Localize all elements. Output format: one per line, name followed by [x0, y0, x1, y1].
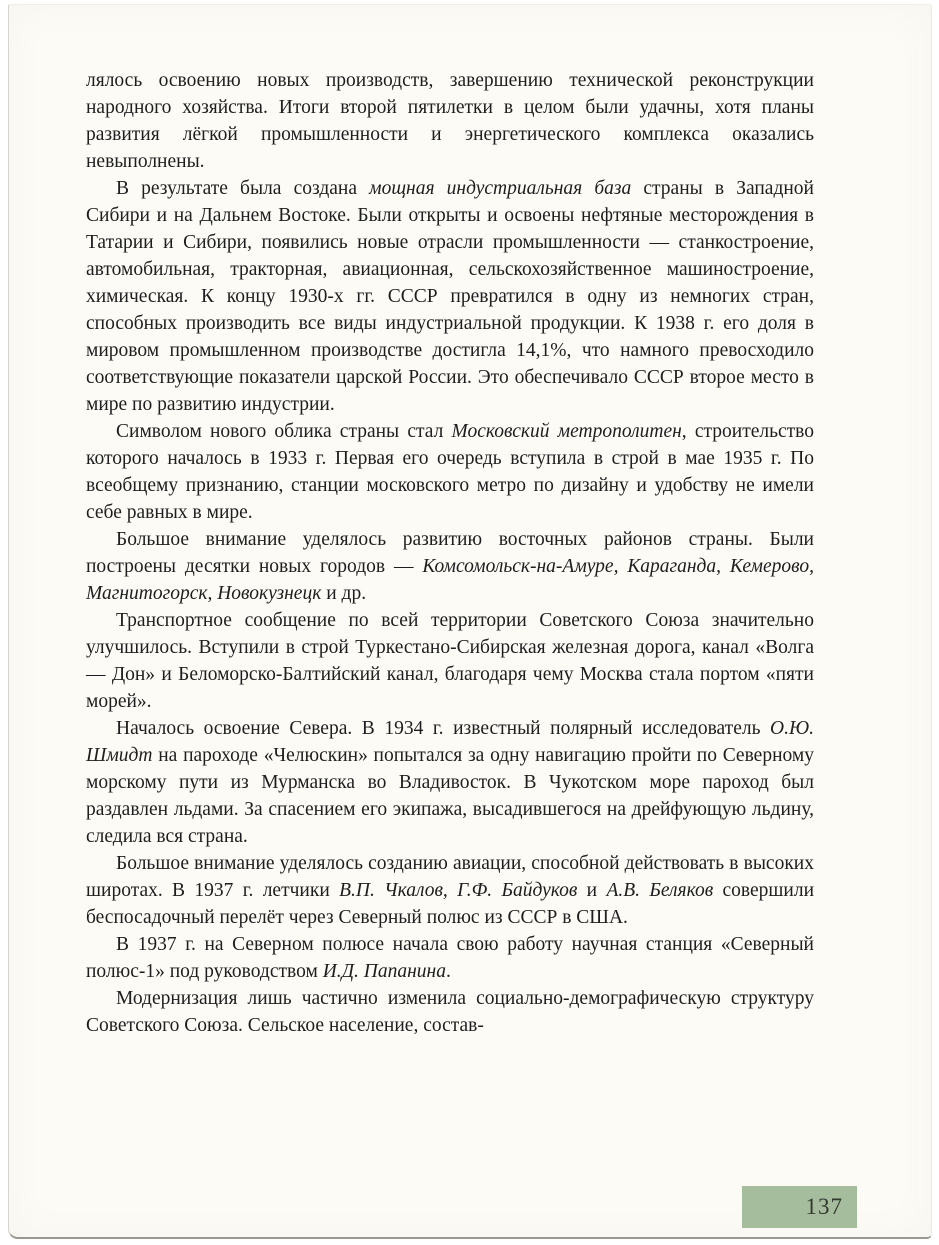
- text-run: Модернизация лишь частично изменила социально-демографическую структуру Советского Союза. Сельское население, состав-: [86, 988, 814, 1036]
- text-run: Большое внимание уделялось созданию авиации, способной действовать в высоких широтах. В 1937 г. летчики: [86, 853, 814, 901]
- text-run: страны в Западной Сибири и на Дальнем Востоке. Были открыты и освоены нефтяные месторождения в Татарии и Сибири, появились новые отрасли промышленности — станкостроение, автомобильная, тракторная, авиационная, сельскохозяйственное машиностроение, химическая. К концу 1930-х гг. СССР превратился в одну из немногих стран, способных производить все виды индустриальной продукции. К 1938 г. его доля в мировом промышленном производстве достигла 14,1%, что намного превосходило соответствующие показатели царской России. Это обеспечивало СССР второе место в мире по развитию индустрии.: [86, 178, 814, 415]
- paragraph: [86, 607, 814, 715]
- paragraph: [86, 850, 814, 931]
- text-run: Символом нового облика страны стал: [116, 421, 452, 442]
- page-body-text: [86, 67, 814, 1039]
- text-run: .: [445, 961, 451, 982]
- text-run: совершили беспосадочный перелёт через Северный полюс из СССР в США.: [86, 880, 815, 928]
- text-run: Транспортное сообщение по всей территории Советского Союза значительно улучшилось. Вступили в строй Туркестано-Сибирская железная дорога, канал «Волга — Дон» и Беломорско-Балтийский канал, благодаря чему Москва стала портом «пяти морей».: [86, 610, 814, 712]
- text-run: В результате была создана: [116, 178, 370, 199]
- text-run: Началось освоение Севера. В 1934 г. известный полярный исследователь: [116, 718, 771, 739]
- paragraph: [86, 418, 814, 526]
- italic-text-run: В.П. Чкалов, Г.Ф. Байдуков: [339, 880, 578, 901]
- paragraph: [86, 67, 814, 175]
- text-run: и др.: [321, 583, 367, 604]
- text-run: , строительство которого началось в 1933 г. Первая его очередь вступила в строй в мае 1935 г. По всеобщему признанию, станции московского метро по дизайну и удобству не имели себе равных в мире.: [86, 421, 815, 523]
- paragraph: [86, 526, 814, 607]
- text-run: и: [577, 880, 607, 901]
- page-number: 137: [805, 1194, 843, 1219]
- italic-text-run: Комсомольск-на-Амуре, Караганда, Кемерово, Магнитогорск, Новокузнецк: [86, 556, 814, 604]
- page-number-badge: [742, 1186, 857, 1228]
- italic-text-run: А.В. Беляков: [606, 880, 714, 901]
- text-run: Большое внимание уделялось развитию восточных районов страны. Были построены десятки новых городов —: [86, 529, 814, 577]
- book-page: [8, 4, 932, 1239]
- italic-text-run: мощная индустриальная база: [369, 178, 632, 199]
- italic-text-run: И.Д. Папанина: [322, 961, 446, 982]
- text-run: В 1937 г. на Северном полюсе начала свою работу научная станция «Северный полюс-1» под руководством: [86, 934, 814, 982]
- italic-text-run: О.Ю. Шмидт: [86, 718, 814, 766]
- paragraph: [86, 985, 814, 1039]
- text-run: лялось освоению новых производств, завершению технической реконструкции народного хозяйства. Итоги второй пятилетки в целом были удачны, хотя планы развития лёгкой промышленности и энергетического комплекса оказались невыполнены.: [86, 70, 814, 172]
- paragraph: [86, 715, 814, 850]
- paragraph: [86, 931, 814, 985]
- paragraph: [86, 175, 814, 418]
- italic-text-run: Московский метрополитен: [451, 421, 682, 442]
- text-run: на пароходе «Челюскин» попытался за одну навигацию пройти по Северному морскому пути из Мурманска во Владивосток. В Чукотском море пароход был раздавлен льдами. За спасением его экипажа, высадившегося на дрейфующую льдину, следила вся страна.: [86, 745, 814, 847]
